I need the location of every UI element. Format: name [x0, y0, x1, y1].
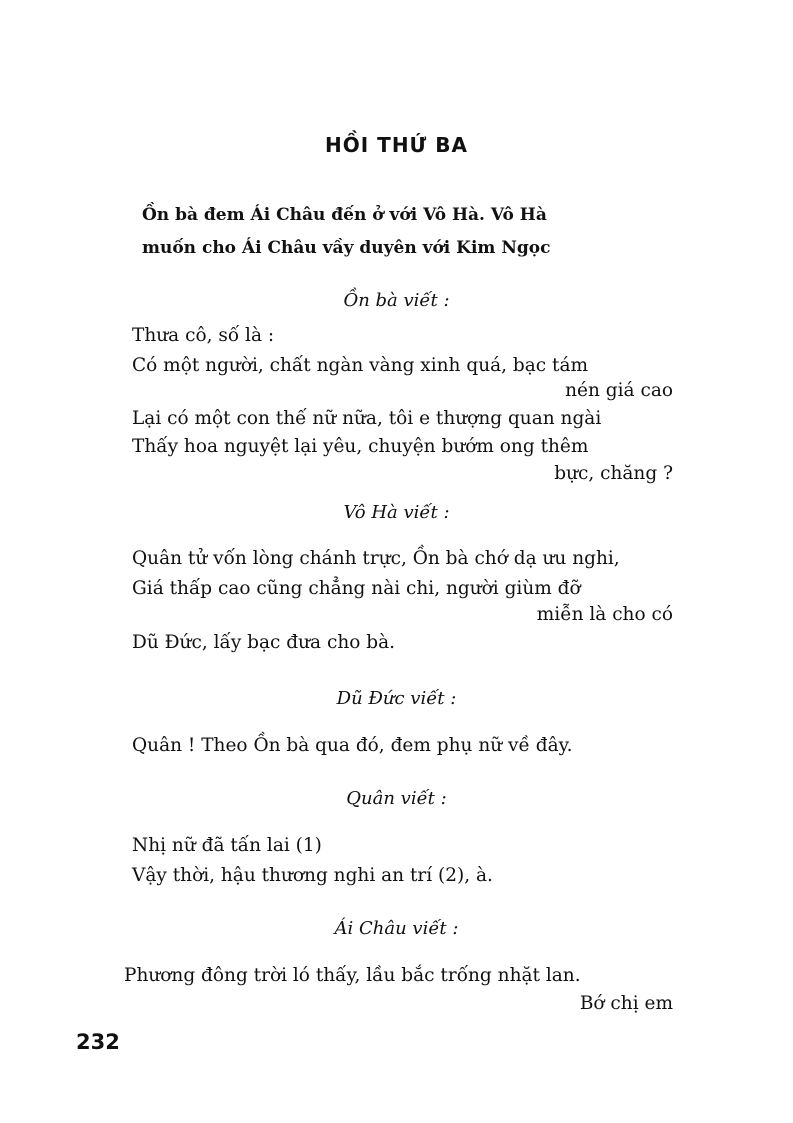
verse-line: Thưa cô, số là : — [132, 325, 275, 346]
speaker-heading: Ồn bà viết : — [343, 290, 450, 311]
verse-line-continuation: Bớ chị em — [579, 993, 673, 1014]
verse-line-continuation: bực, chăng ? — [554, 463, 673, 484]
verse-line: Quân ! Theo Ồn bà qua đó, đem phụ nữ về đây. — [132, 735, 573, 756]
verse-line: Quân tử vốn lòng chánh trực, Ồn bà chớ dạ ưu nghi, — [132, 548, 620, 569]
page-number: 232 — [76, 1030, 120, 1054]
verse-line-continuation: nén giá cao — [565, 380, 673, 401]
verse-line: Nhị nữ đã tấn lai (1) — [132, 835, 322, 856]
speaker-heading: Ái Châu viết : — [334, 918, 459, 939]
speaker-heading: Quân viết : — [346, 788, 447, 809]
verse-line: Dũ Đức, lấy bạc đưa cho bà. — [132, 632, 396, 653]
speaker-heading: Dũ Đức viết : — [336, 688, 457, 709]
verse-line: Lại có một con thế nữ nữa, tôi e thượng quan ngài — [132, 408, 602, 429]
verse-line: Thấy hoa nguyệt lại yêu, chuyện bướm ong thêm — [132, 436, 589, 457]
verse-line-continuation: miễn là cho có — [536, 604, 673, 625]
verse-line: Vậy thời, hậu thương nghi an trí (2), à. — [132, 865, 493, 886]
chapter-title: HỒI THỨ BA — [325, 133, 468, 157]
verse-line: Giá thấp cao cũng chẳng nài chi, người giùm đỡ — [132, 578, 581, 599]
chapter-summary-line: muốn cho Ái Châu vầy duyên với Kim Ngọc — [142, 238, 551, 258]
chapter-summary-line: Ồn bà đem Ái Châu đến ở với Vô Hà. Vô Hà — [142, 205, 547, 225]
speaker-heading: Vô Hà viết : — [343, 502, 450, 523]
verse-line: Có một người, chất ngàn vàng xinh quá, bạc tám — [132, 355, 589, 376]
verse-line: Phương đông trời ló thấy, lầu bắc trống nhặt lan. — [124, 965, 581, 986]
